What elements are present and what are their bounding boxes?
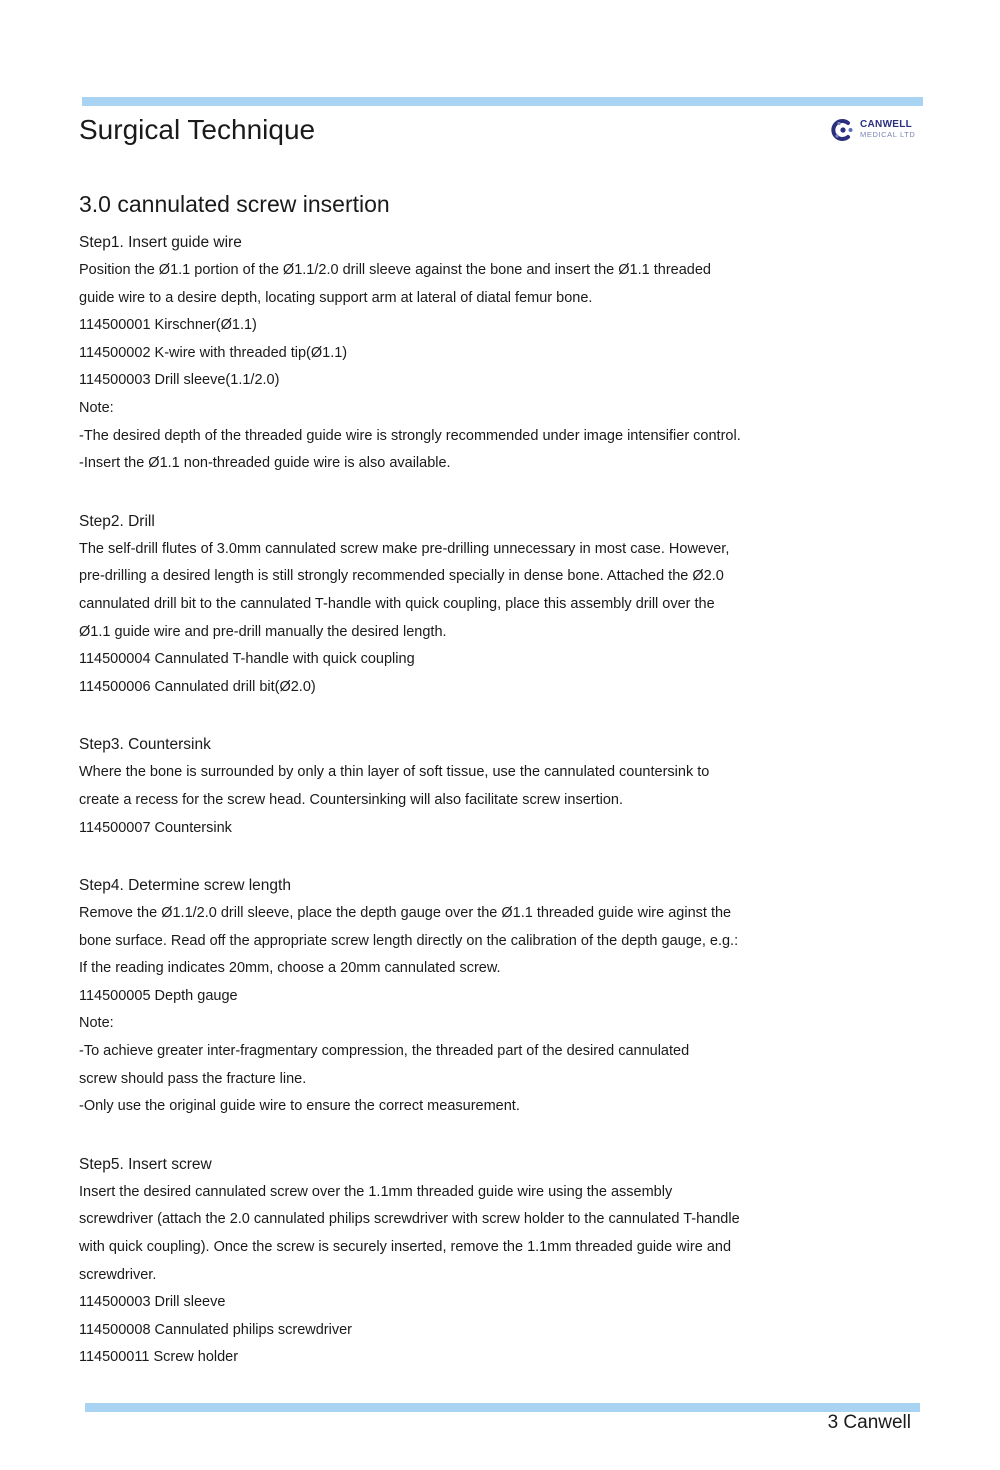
step-text-line: pre-drilling a desired length is still strongly recommended specially in dense bone. Attached the Ø2.0 xyxy=(79,568,724,585)
step-text-line: If the reading indicates 20mm, choose a 20mm cannulated screw. xyxy=(79,960,501,977)
step-heading: Step2. Drill xyxy=(79,512,155,530)
note-line: -The desired depth of the threaded guide wire is strongly recommended under image intensifier control. xyxy=(79,427,741,444)
step-text-line: with quick coupling). Once the screw is securely inserted, remove the 1.1mm threaded guide wire and xyxy=(79,1239,732,1256)
note-label: Note: xyxy=(79,1015,114,1032)
step-text-line: The self-drill flutes of 3.0mm cannulated screw make pre-drilling unnecessary in most case. However, xyxy=(79,540,730,557)
page-title: Surgical Technique xyxy=(79,114,316,145)
canwell-logo-icon xyxy=(830,117,856,143)
note-label: Note: xyxy=(79,399,114,416)
logo-name: CANWELL xyxy=(860,119,913,130)
note-line: -Insert the Ø1.1 non-threaded guide wire is also available. xyxy=(79,455,451,472)
step-text-line: bone surface. Read off the appropriate screw length directly on the calibration of the depth gauge, e.g.: xyxy=(79,932,739,949)
steps-container xyxy=(79,229,839,1402)
part-number-line: 114500002 K-wire with threaded tip(Ø1.1) xyxy=(79,344,348,361)
part-number-line: 114500004 Cannulated T-handle with quick coupling xyxy=(79,651,415,668)
step-text-line: Ø1.1 guide wire and pre-drill manually the desired length. xyxy=(79,623,447,640)
part-number-line: 114500006 Cannulated drill bit(Ø2.0) xyxy=(79,678,316,695)
step-text-line: guide wire to a desire depth, locating support arm at lateral of diatal femur bone. xyxy=(79,289,593,306)
step-text-line: Position the Ø1.1 portion of the Ø1.1/2.0 drill sleeve against the bone and insert the Ø1.1 threaded xyxy=(79,262,711,278)
part-number-line: 114500005 Depth gauge xyxy=(79,987,238,1004)
footer-divider-bar xyxy=(85,1403,920,1412)
canwell-logo xyxy=(830,116,922,144)
step-3 xyxy=(79,731,839,842)
step-heading: Step5. Insert screw xyxy=(79,1155,212,1173)
step-text-line: create a recess for the screw head. Countersinking will also facilitate screw insertion. xyxy=(79,791,623,808)
step-text-line: screwdriver (attach the 2.0 cannulated philips screwdriver with screw holder to the cannulated T-handle xyxy=(79,1211,740,1228)
step-5 xyxy=(79,1151,839,1372)
logo-subtitle: MEDICAL LTD xyxy=(860,130,916,139)
part-number-line: 114500003 Drill sleeve(1.1/2.0) xyxy=(79,372,280,389)
step-text-line: Remove the Ø1.1/2.0 drill sleeve, place the depth gauge over the Ø1.1 threaded guide wire aginst the xyxy=(79,905,732,922)
header-divider-bar xyxy=(82,97,923,106)
step-text-line: cannulated drill bit to the cannulated T-handle with quick coupling, place this assembly drill over the xyxy=(79,595,715,612)
step-text-line: Where the bone is surrounded by only a thin layer of soft tissue, use the cannulated countersink to xyxy=(79,764,710,781)
step-4 xyxy=(79,872,839,1121)
note-line: screw should pass the fracture line. xyxy=(79,1070,307,1087)
part-number-line: 114500008 Cannulated philips screwdriver xyxy=(79,1321,352,1338)
note-line: -To achieve greater inter-fragmentary compression, the threaded part of the desired cannulated xyxy=(79,1043,690,1060)
step-heading: Step4. Determine screw length xyxy=(79,877,291,895)
part-number-line: 114500011 Screw holder xyxy=(79,1349,239,1366)
part-number-line: 114500007 Countersink xyxy=(79,819,232,836)
step-1 xyxy=(79,229,839,478)
step-text-line: screwdriver. xyxy=(79,1266,157,1283)
section-title: 3.0 cannulated screw insertion xyxy=(79,191,390,217)
part-number-line: 114500003 Drill sleeve xyxy=(79,1294,226,1311)
step-2 xyxy=(79,508,839,702)
note-line: -Only use the original guide wire to ensure the correct measurement. xyxy=(79,1098,520,1115)
step-heading: Step1. Insert guide wire xyxy=(79,234,242,251)
step-heading: Step3. Countersink xyxy=(79,736,211,754)
page-number: 3 Canwell xyxy=(827,1412,911,1433)
step-text-line: Insert the desired cannulated screw over the 1.1mm threaded guide wire using the assembly xyxy=(79,1183,673,1200)
part-number-line: 114500001 Kirschner(Ø1.1) xyxy=(79,317,257,334)
